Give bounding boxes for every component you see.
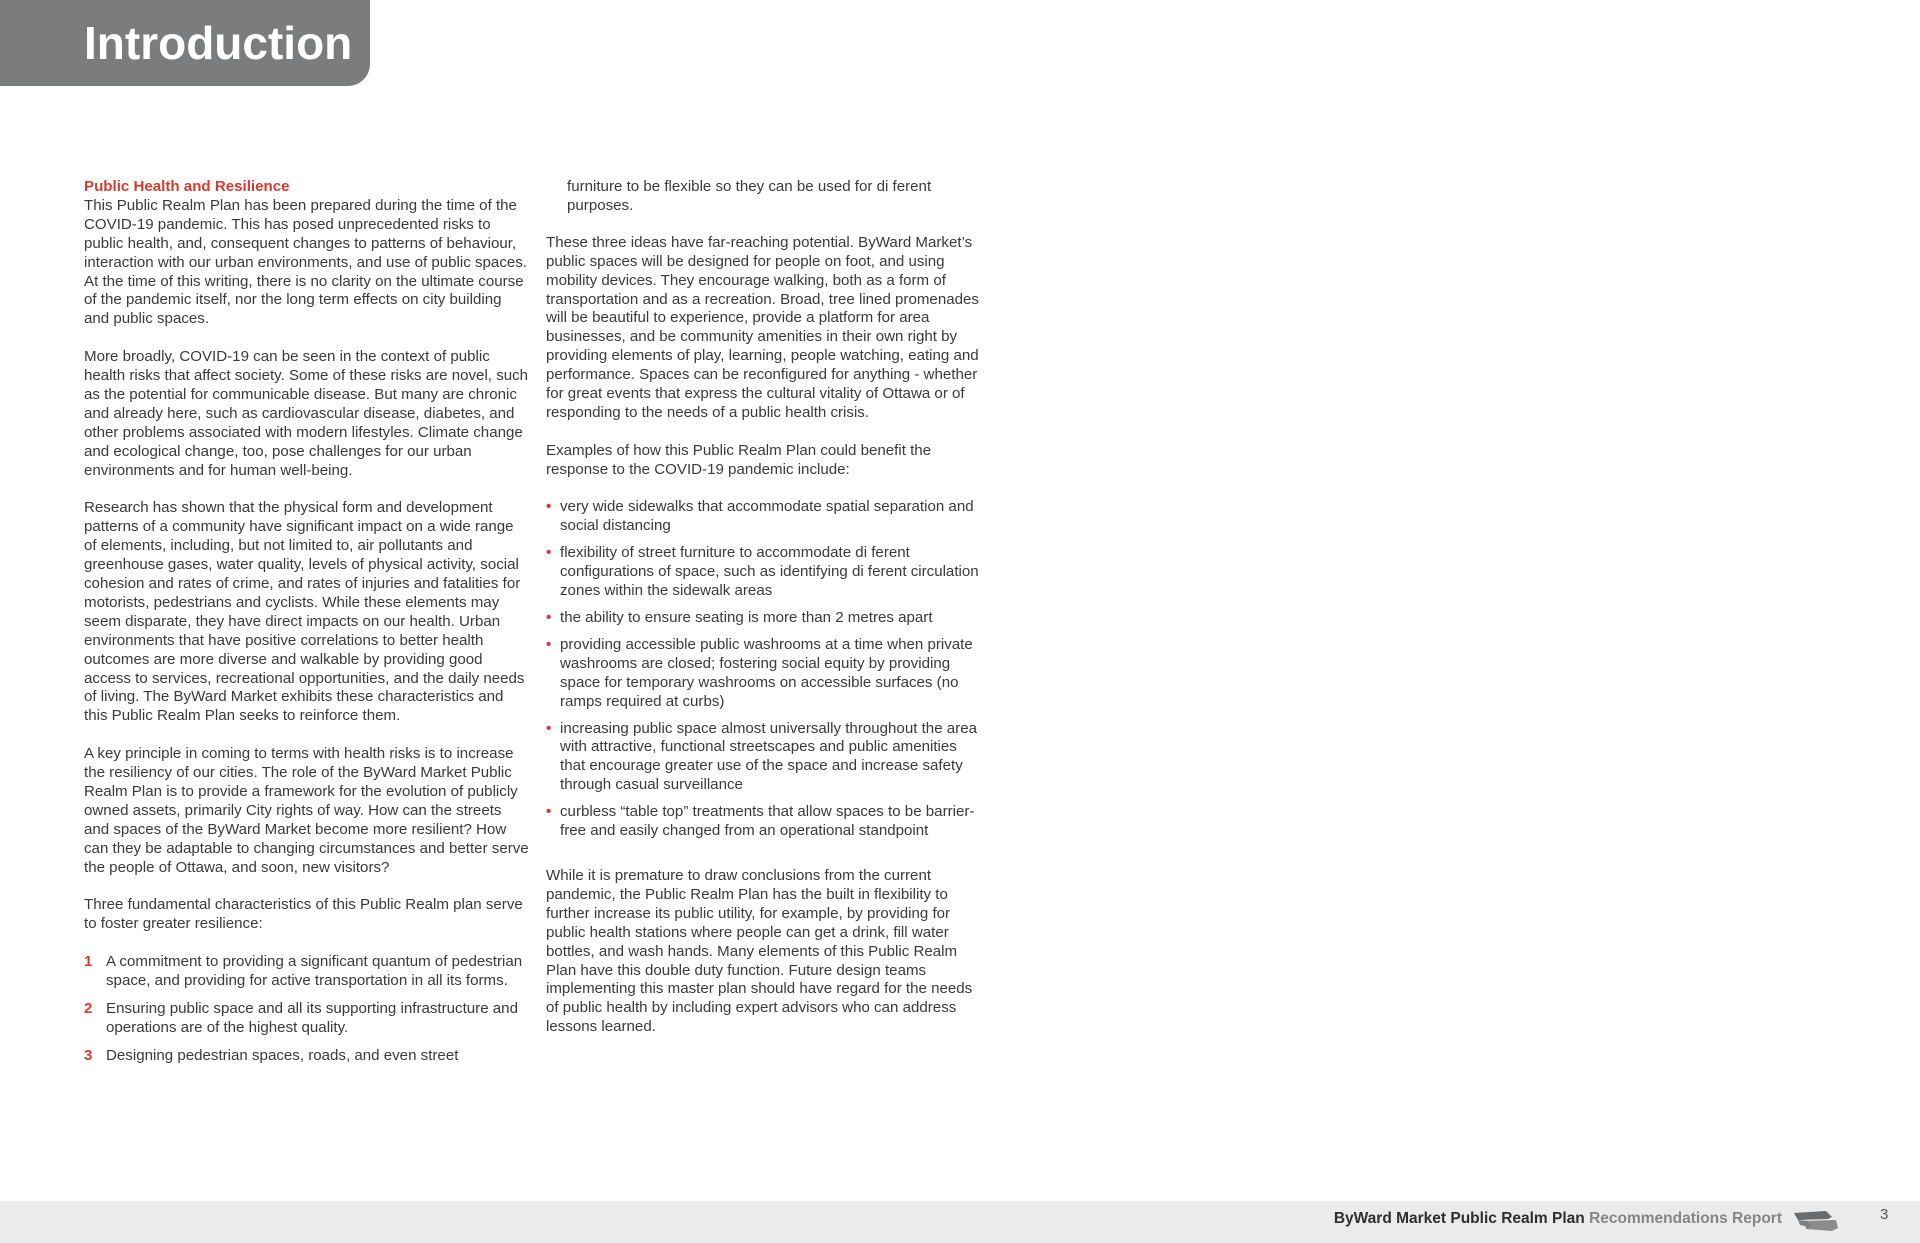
- bullet-icon: •: [546, 803, 552, 821]
- bullet-icon: •: [546, 498, 552, 516]
- list-item-text: providing accessible public washrooms at a time when private washrooms are closed; fostering social equity by providing space for temporary washrooms on accessible surfaces (no ramps required at curbs): [560, 635, 973, 710]
- list-item-text: the ability to ensure seating is more than 2 metres apart: [560, 609, 933, 626]
- list-number: 1: [84, 953, 93, 971]
- bullet-icon: •: [546, 609, 552, 626]
- list-item-text: Designing pedestrian spaces, roads, and even street: [106, 1046, 459, 1064]
- section-title-tab: [0, 0, 370, 86]
- paragraph: A key principle in coming to terms with health risks is to increase the resiliency of our cities. The role of the ByWard Market Public Realm Plan is to provide a framework for the evolution of publicly owned assets, primarily City rights of way. How can the streets and spaces of the ByWard Market become more resilient? How can they be adaptable to changing circumstances and better serve the people of Ottawa, and soon, new visitors?: [84, 745, 529, 876]
- list-item: [546, 498, 986, 536]
- footer-report-title: [1334, 1210, 1782, 1228]
- list-item-text: increasing public space almost universally throughout the area with attractive, functional streetscapes and public amenities that encourage greater use of the space and increase safety through casual surveillance: [560, 719, 977, 794]
- list-item: [546, 720, 986, 796]
- list-item: [84, 953, 530, 991]
- list-item: [546, 609, 986, 628]
- list-item-text: curbless “table top” treatments that allow spaces to be barrier-free and easily changed from an operational standpoint: [560, 803, 975, 840]
- page-footer: [0, 1201, 1920, 1243]
- bullet-icon: •: [546, 544, 552, 562]
- bullet-icon: •: [546, 719, 552, 737]
- footer-report-type: Recommendations Report: [1589, 1210, 1782, 1227]
- paragraph: While it is premature to draw conclusions from the current pandemic, the Public Realm Plan has the built in flexibility to further increase its public utility, for example, by providing for public health stations where people can get a drink, fill water bottles, and wash hands. Many elements of this Public Realm Plan have this double duty function. Future design teams implementing this master plan should have regard for the needs of public health by including expert advisors who can address lessons learned.: [546, 866, 973, 1036]
- list-item-text: Ensuring public space and all its supporting infrastructure and operations are of the highest quality.: [106, 999, 518, 1036]
- list-item: [84, 1047, 530, 1066]
- section-heading: Public Health and Resilience: [84, 178, 290, 195]
- right-column: [546, 178, 986, 1056]
- bullet-icon: •: [546, 635, 552, 653]
- paragraph: More broadly, COVID-19 can be seen in the context of public health risks that affect society. Some of these risks are novel, such as the potential for communicable disease. But many are chronic and already here, such as cardiovascular disease, diabetes, and other problems associated with modern lifestyles. Climate change and ecological change, too, pose challenges for our urban environments and for human well-being.: [84, 348, 529, 479]
- page-number: 3: [1880, 1206, 1889, 1223]
- list-item: [84, 1000, 530, 1038]
- bullet-list: [546, 498, 986, 841]
- list-item-text: very wide sidewalks that accommodate spatial separation and social distancing: [560, 498, 974, 535]
- paragraph: These three ideas have far-reaching potential. ByWard Market’s public spaces will be designed for people on foot, and using mobility devices. They encourage walking, both as a form of transportation and as a recreation. Broad, tree lined promenades will be beautiful to experience, provide a platform for area businesses, and be community amenities in their own right by providing elements of play, learning, people watching, eating and performance. Spaces can be reconfigured for anything - whether for great events that express the cultural vitality of Ottawa or of responding to the needs of a public health crisis.: [546, 233, 979, 421]
- left-column: [84, 178, 530, 1075]
- list-item: [546, 636, 986, 712]
- numbered-list: [84, 953, 530, 1066]
- list-number: 3: [84, 1046, 93, 1064]
- byward-logo-icon: [1792, 1209, 1840, 1235]
- page-title: Introduction: [84, 17, 353, 69]
- list-item-text: flexibility of street furniture to accommodate di ferent configurations of space, such as identifying di ferent circulation zones within the sidewalk areas: [560, 544, 979, 600]
- paragraph: This Public Realm Plan has been prepared during the time of the COVID-19 pandemic. This has posed unprecedented risks to public health, and, consequent changes to patterns of behaviour, interaction with our urban environments, and use of public spaces. At the time of this writing, there is no clarity on the ultimate course of the pandemic itself, nor the long term effects on city building and public spaces.: [84, 196, 528, 328]
- list-item: [546, 544, 986, 601]
- list-number: 2: [84, 999, 93, 1017]
- footer-report-name: ByWard Market Public Realm Plan: [1333, 1210, 1585, 1227]
- paragraph: Examples of how this Public Realm Plan could benefit the response to the COVID-19 pandemic include:: [546, 441, 932, 478]
- list-item-text: A commitment to providing a significant quantum of pedestrian space, and providing for active transportation in all its forms.: [106, 953, 523, 989]
- continued-list-text: furniture to be flexible so they can be used for di ferent purposes.: [567, 178, 932, 214]
- paragraph: Three fundamental characteristics of this Public Realm plan serve to foster greater resilience:: [84, 896, 523, 933]
- list-item: [546, 803, 986, 841]
- paragraph: Research has shown that the physical form and development patterns of a community have significant impact on a wide range of elements, including, but not limited to, air pollutants and greenhouse gases, water quality, levels of physical activity, social cohesion and rates of crime, and rates of injuries and fatalities for motorists, pedestrians and cyclists. While these elements may seem disparate, they have direct impacts on our health. Urban environments that have positive correlations to better health outcomes are more diverse and walkable by providing good access to services, recreational opportunities, and the daily needs of living. The ByWard Market exhibits these characteristics and this Public Realm Plan seeks to reinforce them.: [84, 499, 525, 725]
